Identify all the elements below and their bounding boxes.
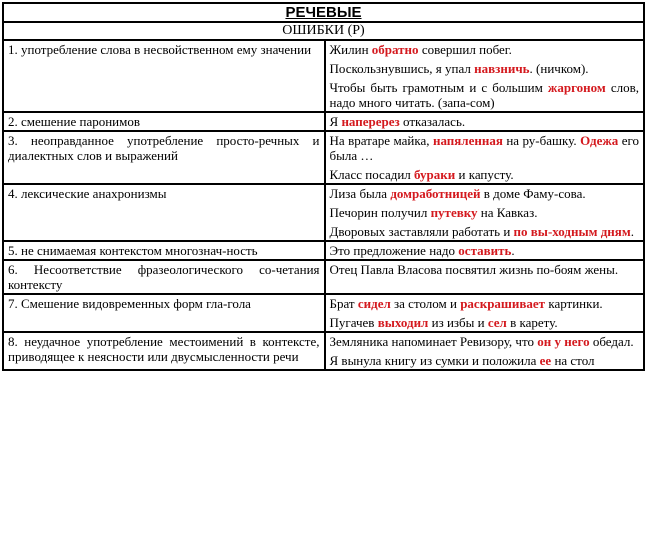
example-sentence xyxy=(330,315,639,330)
example-text: Поскользнувшись, я упал xyxy=(329,61,475,76)
example-text: на стол xyxy=(551,353,595,368)
example-text: На вратаре майка, xyxy=(329,133,433,148)
error-type-cell: 8. неудачное употребление местоимений в контексте, приводящее к неясности или двусмысленности речи xyxy=(3,332,325,370)
example-text: Лиза была xyxy=(329,186,391,201)
error-type-cell: 6. Несоответствие фразеологического со-четания контексту xyxy=(3,260,325,294)
table-row xyxy=(3,40,644,112)
example-sentence xyxy=(330,114,639,129)
example-sentence xyxy=(330,262,639,277)
error-word-highlight: ее xyxy=(539,353,552,368)
error-word-highlight: сел xyxy=(487,315,507,330)
example-text: на ру-башку. xyxy=(502,133,581,148)
example-sentence xyxy=(330,167,639,182)
example-text: . (ничком). xyxy=(529,61,589,76)
error-word-highlight: путевку xyxy=(430,205,478,220)
example-text: за столом и xyxy=(390,296,461,311)
error-word-highlight: выходил xyxy=(377,315,429,330)
error-type-cell: 1. употребление слова в несвойственном ему значении xyxy=(3,40,325,112)
error-examples-cell xyxy=(325,260,644,294)
error-word-highlight: наперерез xyxy=(341,114,400,129)
error-word-highlight: по вы-ходным дням xyxy=(513,224,631,239)
example-text: . xyxy=(511,243,515,258)
example-text: Земляника напоминает Ревизору, что xyxy=(329,334,538,349)
example-sentence xyxy=(330,133,639,163)
example-sentence xyxy=(330,186,639,201)
error-examples-cell xyxy=(325,112,644,131)
table-header-title-row xyxy=(3,3,644,22)
example-text: в карету. xyxy=(506,315,558,330)
error-word-highlight: жаргоном xyxy=(547,80,606,95)
table-row xyxy=(3,131,644,184)
error-word-highlight: напяленная xyxy=(432,133,503,148)
error-word-highlight: Одежа xyxy=(580,133,619,148)
error-word-highlight: сидел xyxy=(357,296,391,311)
example-text: картинки. xyxy=(545,296,603,311)
example-text: Брат xyxy=(329,296,358,311)
example-text: . xyxy=(630,224,634,239)
example-text: его была … xyxy=(329,133,639,163)
example-text: на Кавказ. xyxy=(477,205,538,220)
error-examples-cell xyxy=(325,241,644,260)
example-text: Класс посадил xyxy=(329,167,415,182)
example-text: и капусту. xyxy=(455,167,514,182)
error-word-highlight: он у него xyxy=(537,334,590,349)
example-sentence xyxy=(330,80,639,110)
example-sentence xyxy=(330,61,639,76)
example-text: Жилин xyxy=(329,42,372,57)
example-text: Я вынула книгу из сумки и положила xyxy=(329,353,540,368)
error-type-cell: 3. неоправданное употребление просто-речных и диалектных слов и выражений xyxy=(3,131,325,184)
error-type-cell: 5. не снимаемая контекстом многознач-ность xyxy=(3,241,325,260)
errors-table-page xyxy=(2,2,645,530)
example-text: из избы и xyxy=(428,315,488,330)
speech-errors-table xyxy=(2,2,645,371)
example-sentence xyxy=(330,296,639,311)
error-type-cell: 2. смешение паронимов xyxy=(3,112,325,131)
example-text: Дворовых заставляли работать и xyxy=(329,224,514,239)
table-row xyxy=(3,241,644,260)
error-word-highlight: оставить xyxy=(458,243,512,258)
example-sentence xyxy=(330,42,639,57)
example-sentence xyxy=(330,205,639,220)
example-text: отказалась. xyxy=(399,114,466,129)
example-text: Отец Павла Власова посвятил жизнь по-боям жены. xyxy=(329,262,619,277)
example-text: Пугачев xyxy=(329,315,378,330)
table-row xyxy=(3,184,644,241)
table-row xyxy=(3,260,644,294)
example-text: в доме Фаму-сова. xyxy=(480,186,586,201)
example-sentence xyxy=(330,224,639,239)
example-sentence xyxy=(330,353,639,368)
error-word-highlight: бураки xyxy=(414,167,456,182)
error-examples-cell xyxy=(325,40,644,112)
error-type-cell: 4. лексические анахронизмы xyxy=(3,184,325,241)
error-word-highlight: раскрашивает xyxy=(460,296,546,311)
error-examples-cell xyxy=(325,131,644,184)
error-examples-cell xyxy=(325,294,644,332)
table-row xyxy=(3,294,644,332)
example-text: Я xyxy=(329,114,342,129)
example-text: Печорин получил xyxy=(329,205,431,220)
error-word-highlight: навзничь xyxy=(474,61,530,76)
error-word-highlight: домработницей xyxy=(390,186,481,201)
table-row xyxy=(3,112,644,131)
example-text: совершил побег. xyxy=(418,42,512,57)
example-text: Это предложение надо xyxy=(329,243,459,258)
error-type-cell: 7. Смешение видовременных форм гла-гола xyxy=(3,294,325,332)
table-row xyxy=(3,332,644,370)
table-title: РЕЧЕВЫЕ xyxy=(3,3,644,22)
example-text: обедал. xyxy=(589,334,634,349)
error-examples-cell xyxy=(325,332,644,370)
error-examples-cell xyxy=(325,184,644,241)
example-text: Чтобы быть грамотным и с большим xyxy=(329,80,548,95)
table-header-subtitle-row xyxy=(3,22,644,40)
example-sentence xyxy=(330,243,639,258)
error-word-highlight: обратно xyxy=(371,42,419,57)
table-subtitle: ОШИБКИ (Р) xyxy=(3,22,644,40)
example-text: слов, надо много читать. (запа-сом) xyxy=(329,80,639,110)
example-sentence xyxy=(330,334,639,349)
